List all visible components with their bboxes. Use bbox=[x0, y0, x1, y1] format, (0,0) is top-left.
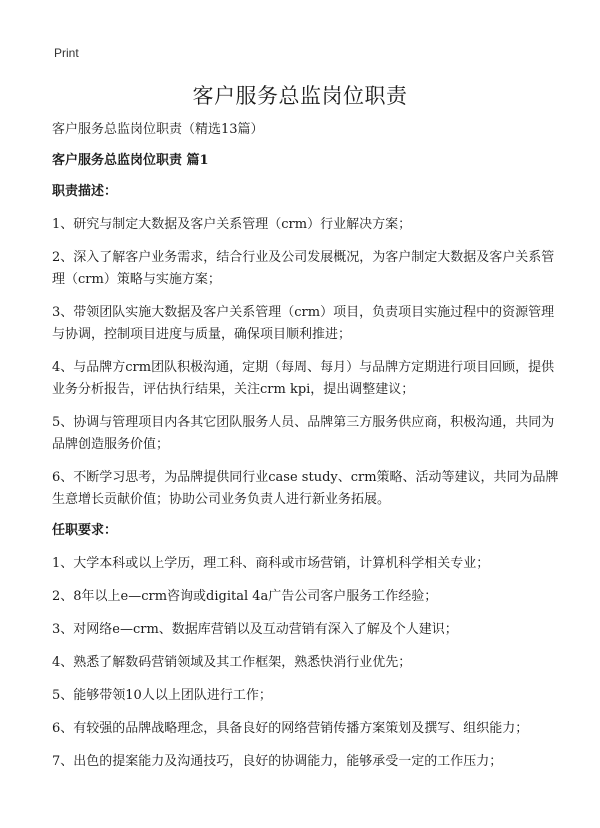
requirement-item: 7、出色的提案能力及沟通技巧，良好的协调能力，能够承受一定的工作压力； bbox=[52, 754, 503, 769]
requirement-item: 1、大学本科或以上学历，理工科、商科或市场营销，计算机科学相关专业； bbox=[52, 556, 490, 571]
duty-item: 6、不断学习思考，为品牌提供同行业case study、crm策略、活动等建议，共同为品牌生意增长贡献价值；协助公司业务负责人进行新业务拓展。 bbox=[52, 470, 559, 507]
print-link[interactable]: Print bbox=[54, 46, 79, 60]
requirement-item: 3、对网络e—crm、数据库营销以及互动营销有深入了解及个人建识； bbox=[52, 622, 458, 637]
requirement-item: 6、有较强的品牌战略理念，具备良好的网络营销传播方案策划及撰写、组织能力； bbox=[52, 721, 529, 736]
requirement-item: 4、熟悉了解数码营销领域及其工作框架，熟悉快消行业优先； bbox=[52, 655, 412, 670]
requirement-item: 5、能够带领10人以上团队进行工作； bbox=[52, 688, 272, 703]
requirements-heading: 任职要求： bbox=[52, 523, 118, 538]
duty-item: 2、深入了解客户业务需求，结合行业及公司发展概况，为客户制定大数据及客户关系管理（crm）策略与实施方案； bbox=[52, 250, 555, 287]
document-subtitle: 客户服务总监岗位职责（精选13篇） bbox=[52, 122, 264, 137]
duties-heading: 职责描述： bbox=[52, 184, 118, 199]
duty-item: 1、研究与制定大数据及客户关系管理（crm）行业解决方案； bbox=[52, 217, 412, 232]
requirement-item: 2、8年以上e—crm咨询或digital 4a广告公司客户服务工作经验； bbox=[52, 589, 438, 604]
document-body bbox=[52, 121, 562, 784]
duty-item: 3、带领团队实施大数据及客户关系管理（crm）项目，负责项目实施过程中的资源管理与协调，控制项目进度与质量，确保项目顺利推进； bbox=[52, 305, 555, 342]
page-title: 客户服务总监岗位职责 bbox=[192, 84, 408, 108]
section-title: 客户服务总监岗位职责 篇1 bbox=[52, 153, 209, 168]
duty-item: 5、协调与管理项目内各其它团队服务人员、品牌第三方服务供应商，积极沟通，共同为品牌创造服务价值； bbox=[52, 415, 555, 452]
duty-item: 4、与品牌方crm团队积极沟通，定期（每周、每月）与品牌方定期进行项目回顾，提供业务分析报告，评估执行结果，关注crm kpi，提出调整建议； bbox=[52, 360, 555, 397]
